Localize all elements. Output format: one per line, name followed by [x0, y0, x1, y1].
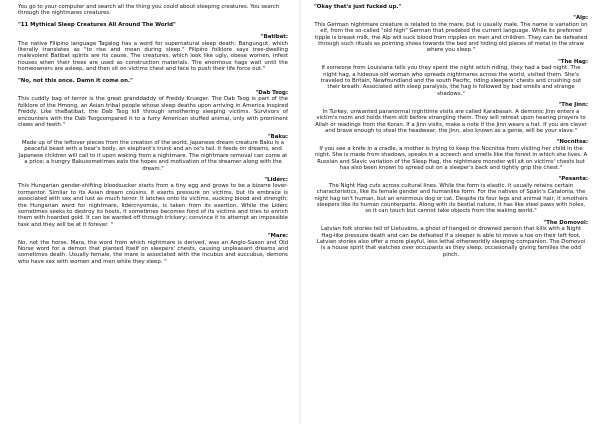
entry-title: "Nocnitsa:: [556, 139, 588, 146]
entry-pesanta: [314, 176, 588, 214]
entry-title: "Baku:: [267, 133, 288, 140]
article-heading: "11 Mythical Sleep Creatures All Around The World": [18, 21, 176, 28]
dialogue-quote: "Okay that's just fucked up.": [314, 4, 402, 10]
entry-dab-tsog: [18, 90, 288, 128]
intro-paragraph: You go to your computer and search all the thing you could about sleeping creatures. You search through the nightmares creatures.: [18, 4, 280, 17]
entry-body: No, not the horse. Mara, the word from which nightmare is derived, was an Anglo-Saxon and Old Norse word for a demon that planted itself on sleepers' chests, causing unpleasant dreams and sometimes death. Usually female, the mare is associated with the incubus and succubus, demons who have sex with women and men while they sleep. ": [18, 239, 288, 265]
entry-body: If you see a knife in a cradle, a mother is trying to keep the Nocnitsa from visiting her child in the night. She is made from shadows, speaks in a screech and smells like the forest in which she lives. A Russian and Slavic variation of the Sleep Hag, the nightmare monster will sit on victims' chests but has also been known to spread out on a sleeper's back and tightly grip the chest.": [314, 145, 588, 171]
entry-body: This German nightmare creature is related to the mare, but is usually male. The name is variation on elf, from the so-called "old high" German that predated the current language. While its preferred tipple is breast milk, the Alp will suck blood from nipples on men and children. They can be defeated through such rituals as pointing shoes towards the bed and hiding old pieces of metal in the straw where you sleep.": [314, 21, 588, 54]
right-page: [304, 0, 600, 424]
entry-title: "The Jinn:: [558, 102, 588, 109]
entry-body: If someone from Louisiana tells you they spent the night witch riding, they had a bad night. The night hag, a hideous old woman who spreads nightmares across the world, visited them. She's traveled to Britain, Newfoundland and the south Pacific, riding sleepers' chests and crushing out their breath. Associated with sleep paralysis, the hag is followed by bad smells and strange shadows.": [320, 65, 582, 97]
entry-title: "Mare:: [267, 233, 288, 240]
entry-batibat: [18, 34, 288, 72]
entry-baku: [18, 134, 288, 172]
entry-the-hag: [314, 59, 588, 97]
entry-body: The native Filipino language Tagalog has a word for supernatural sleep death: Bangungut, which literally translates as "to rise and moan during sleep." Filipino folklore says tree-dwelling malevolent Batibat spirits are its cause. The creatures, which look like ugly, obese women, infest houses when their trees are used as construction materials. The enormous hags wait until the homeowners are asleep, and then sit on victims chest and face to push their life force out.": [18, 40, 288, 73]
entry-title: "Pesanta:: [558, 176, 588, 183]
entry-title: "The Hag:: [557, 58, 588, 65]
entry-title: "The Domovoi:: [543, 219, 588, 226]
entry-nocnitsa: [314, 139, 588, 171]
entry-body: Made up of the leftover pieces from the creation of the world, Japanese dream creature Baku is a peaceful beast with a bear's body, an elephant's trunk and an ox's tail. It feeds on dreams, and Japanese children will call to it upon waking from a nightmare. The nightmare removal can come at a price: a hungry Bakusometimes eats the hopes and motivation of the dreamer along with the dream.": [18, 139, 288, 172]
entry-title: "Alp:: [573, 15, 588, 22]
dialogue-quote: "No, not this once. Damn it come on.": [18, 77, 133, 84]
entry-body: This cuddly bag of terror is the great granddaddy of Freddy Krueger. The Dab Tsog is part of the folklore of the Hmong, an Asian tribal people whose sleep deaths upon arriving in America inspired Freddy. Like theBatibat, the Dab Tsog kill through smothering sleeping victims. Survivors of encounters with the Dab Tsogcompared it to a furry American stuffed animal, only with prominent claws and teeth.": [18, 96, 288, 129]
entry-body: In Turkey, unwanted paranormal nighttime visits are called Karabasan. A demonic Jinn enters a victim's room and holds them still before strangling them. They will retreat upon hearing prayers to Allah or readings from the Koran. If a Jinn visits, make a note if the Jinn wears a hat. If you are clever and brave enough to steal the headwear, the Jinn, also known as a genie, will be your slave.": [315, 108, 587, 134]
entry-body: Latvian folk stories tell of Lietuvēns, a ghost of hanged or drowned person that kills with a Night Hag-like pressure death and can be defeated if a sleeper is able to move a toe on their left foot. Latvian stories also offer a more playful, less lethal otherworldly sleeping companion. The Domovoi is a house spirit that watches over occupants as they sleep, occasionally giving families the odd pinch.: [316, 226, 586, 258]
entry-title: "Dab Tsog:: [255, 90, 288, 97]
page-gutter: [299, 0, 301, 424]
entry-body: This Hungarian gender-shifting bloodsucker starts from a tiny egg and grows to be a bizarre lover-tormentor. Similar to its Asian dream cousins, it exerts pressure on victims, but its embrace is associated with sex and lust as much terror. It latches onto its victims, sucking blood and strength; the Hungarian word for nightmare, lidércnyomás, is taken from its exertion. While the Lidérc sometimes seeks to destroy its hosts, it sometimes becomes fond of its victims and tries to enrich them with hoarded gold. It can be warded off through trickery; convince it to attempt an impossible task and they will be at it forever. ": [18, 183, 288, 228]
entry-liderc: [18, 177, 288, 228]
entry-the-domovoi: [314, 220, 588, 258]
entry-the-jinn: [314, 102, 588, 134]
entry-body: The Night Hag cuts across cultural lines. While the form is elastic, it usually retains certain characteristics, like its female gender and humanlike form. For the natives of Spain's Catalonia, the night hag isn't human, but an enormous dog or cat. Despite its four legs and animal hair, it smothers sleepers like its human counterparts. Along with its bestial nature, it has like steel paws with holes, so it can touch but cannot take objects from the waking world.": [314, 182, 588, 215]
entry-title: "Batibat:: [260, 34, 288, 41]
entry-alp: [314, 15, 588, 53]
entry-mare: [18, 233, 288, 265]
entry-title: "Lidérc:: [264, 176, 288, 183]
